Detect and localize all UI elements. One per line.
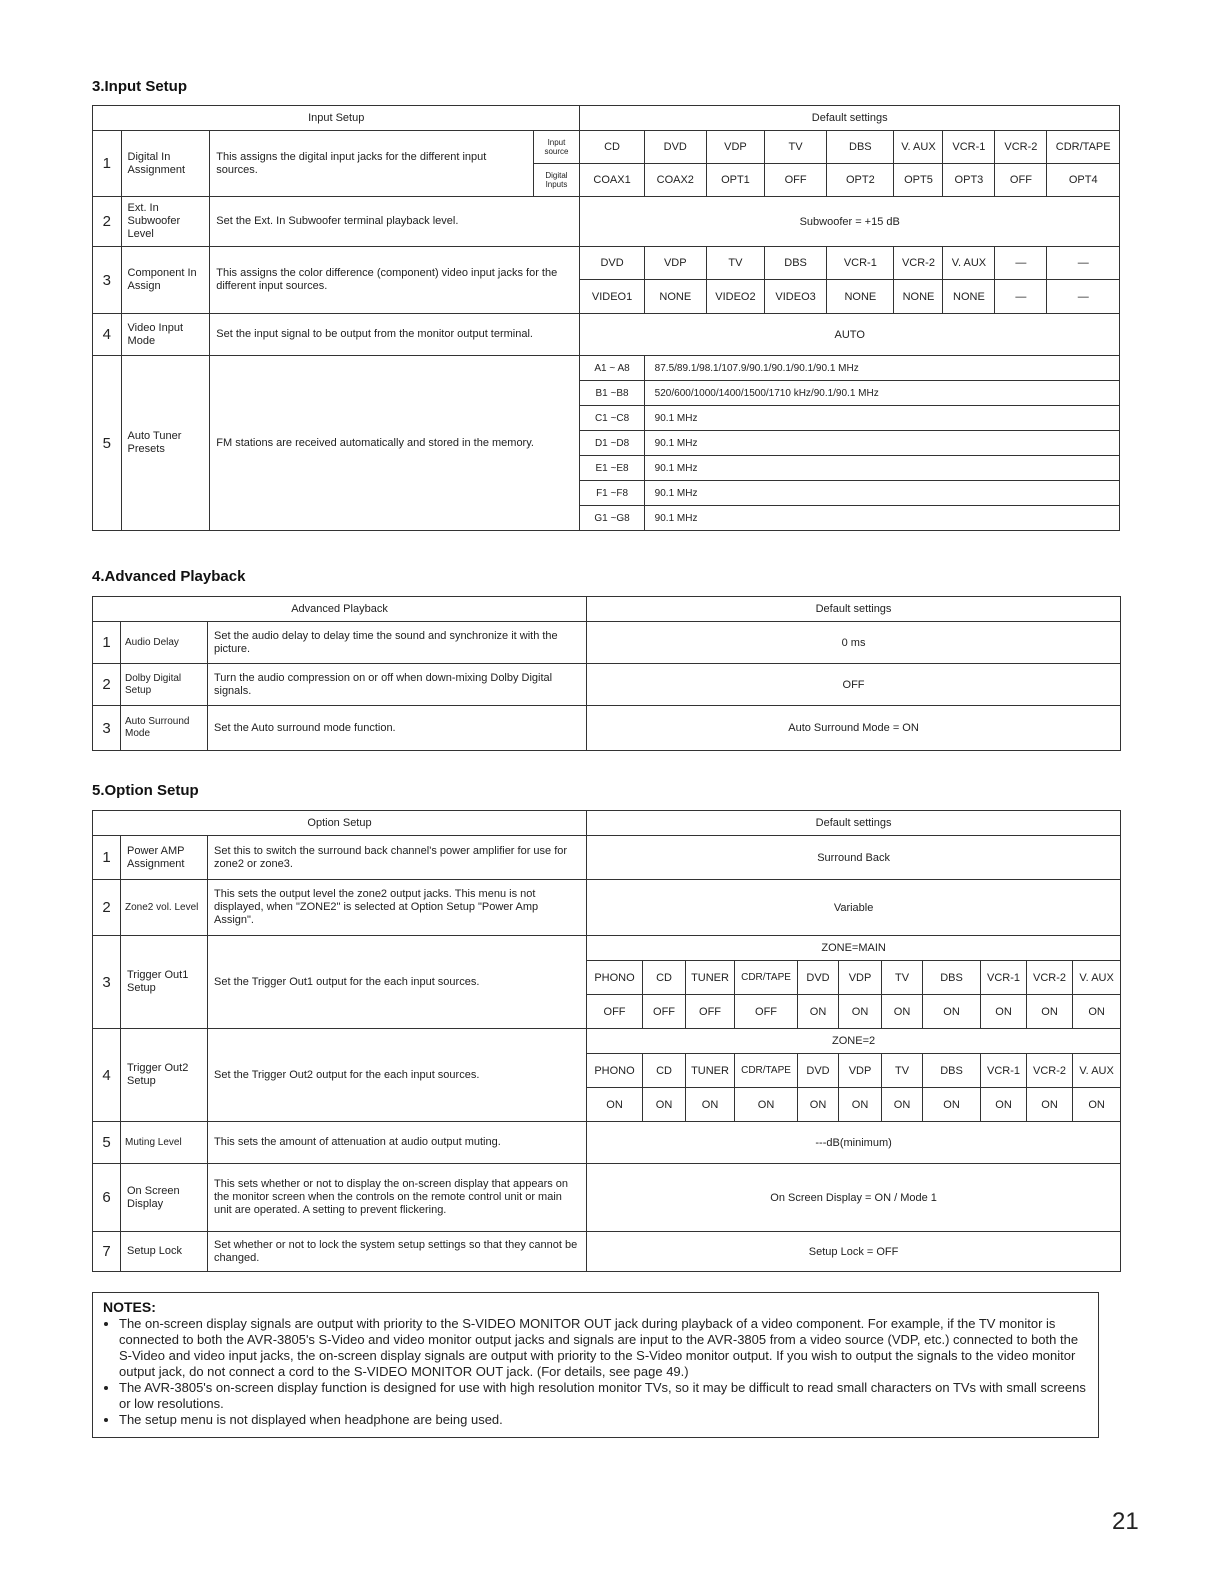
- zone-label: ZONE=MAIN: [587, 936, 1121, 961]
- source-cell: VDP: [839, 961, 882, 995]
- value-cell: OFF: [995, 164, 1047, 197]
- value-cell: ON: [1027, 995, 1073, 1029]
- setting-label: Muting Level: [121, 1122, 208, 1164]
- value-cell: COAX1: [580, 164, 644, 197]
- row-number: 2: [93, 197, 122, 247]
- value-cell: ON: [1027, 1088, 1073, 1122]
- source-cell: TV: [764, 131, 826, 164]
- default-value: 0 ms: [587, 622, 1121, 664]
- setting-description: This assigns the color difference (component) video input jacks for the different input sources.: [210, 247, 580, 314]
- setting-label: Power AMP Assignment: [121, 836, 208, 880]
- row-number: 1: [93, 131, 122, 197]
- source-cell: V. AUX: [943, 247, 995, 280]
- value-cell: OFF: [735, 995, 798, 1029]
- value-cell: OPT2: [827, 164, 894, 197]
- value-cell: OPT4: [1047, 164, 1120, 197]
- source-cell: VDP: [839, 1054, 882, 1088]
- source-cell: DVD: [580, 247, 644, 280]
- preset-value: 90.1 MHz: [644, 406, 1119, 431]
- preset-value: 87.5/89.1/98.1/107.9/90.1/90.1/90.1/90.1 MHz: [644, 356, 1119, 381]
- setting-label: Trigger Out2 Setup: [121, 1029, 208, 1122]
- source-cell: CDR/TAPE: [735, 1054, 798, 1088]
- row-number: 3: [93, 706, 121, 751]
- table-header: Input Setup: [93, 106, 580, 131]
- value-cell: ON: [686, 1088, 735, 1122]
- value-cell: VIDEO3: [764, 280, 826, 314]
- source-cell: —: [1047, 247, 1120, 280]
- preset-value: 90.1 MHz: [644, 481, 1119, 506]
- row-number: 2: [93, 664, 121, 706]
- source-cell: DVD: [798, 961, 839, 995]
- setting-description: Set whether or not to lock the system setup settings so that they cannot be changed.: [208, 1232, 587, 1272]
- source-cell: —: [995, 247, 1047, 280]
- setting-label: Zone2 vol. Level: [121, 880, 208, 936]
- default-value: Setup Lock = OFF: [587, 1232, 1121, 1272]
- source-cell: V. AUX: [1073, 961, 1121, 995]
- preset-range: B1 ~B8: [580, 381, 644, 406]
- note-item: • The AVR-3805's on-screen display function is designed for use with high resolution monitor TVs, so it may be difficult to read small characters on TVs with small screens or low resolutions.: [119, 1380, 1088, 1412]
- notes-title: NOTES:: [103, 1299, 156, 1315]
- source-cell: VDP: [644, 247, 706, 280]
- value-cell: ON: [882, 1088, 923, 1122]
- value-cell: COAX2: [644, 164, 706, 197]
- source-cell: VDP: [706, 131, 764, 164]
- default-value: OFF: [587, 664, 1121, 706]
- source-cell: TV: [706, 247, 764, 280]
- preset-range: E1 ~E8: [580, 456, 644, 481]
- setting-label: Dolby Digital Setup: [121, 664, 208, 706]
- preset-range: D1 ~D8: [580, 431, 644, 456]
- input-setup-table: [92, 105, 1120, 531]
- setting-description: Set this to switch the surround back channel's power amplifier for use for zone2 or zone3.: [208, 836, 587, 880]
- preset-value: 90.1 MHz: [644, 456, 1119, 481]
- row-number: 3: [93, 936, 121, 1029]
- default-value: Surround Back: [587, 836, 1121, 880]
- value-cell: ON: [882, 995, 923, 1029]
- value-cell: ON: [923, 1088, 981, 1122]
- value-cell: ON: [1073, 995, 1121, 1029]
- sublabel-input-source: Input source: [533, 131, 580, 164]
- note-item: • The setup menu is not displayed when headphone are being used.: [119, 1412, 1088, 1428]
- source-cell: DBS: [923, 1054, 981, 1088]
- row-number: 1: [93, 622, 121, 664]
- setting-label: Setup Lock: [121, 1232, 208, 1272]
- default-settings-header: Default settings: [580, 106, 1120, 131]
- notes-box: [92, 1292, 1099, 1438]
- value-cell: ON: [1073, 1088, 1121, 1122]
- value-cell: ON: [735, 1088, 798, 1122]
- value-cell: VIDEO2: [706, 280, 764, 314]
- default-value: Variable: [587, 880, 1121, 936]
- source-cell: VCR-1: [981, 961, 1027, 995]
- value-cell: OPT5: [894, 164, 943, 197]
- source-cell: CD: [643, 961, 686, 995]
- row-number: 7: [93, 1232, 121, 1272]
- table-header: Option Setup: [93, 811, 587, 836]
- source-cell: TUNER: [686, 961, 735, 995]
- setting-description: Turn the audio compression on or off when down-mixing Dolby Digital signals.: [208, 664, 587, 706]
- default-settings-header: Default settings: [587, 597, 1121, 622]
- sublabel-digital-inputs: Digital Inputs: [533, 164, 580, 197]
- setting-description: This assigns the digital input jacks for the different input sources.: [210, 131, 533, 197]
- value-cell: ON: [839, 1088, 882, 1122]
- setting-description: This sets the output level the zone2 output jacks. This menu is not displayed, when "ZONE2" is selected at Option Setup "Power Amp Assign".: [208, 880, 587, 936]
- row-number: 2: [93, 880, 121, 936]
- row-number: 6: [93, 1164, 121, 1232]
- option-setup-table: [92, 810, 1121, 1272]
- source-cell: VCR-2: [1027, 1054, 1073, 1088]
- source-cell: DBS: [923, 961, 981, 995]
- source-cell: VCR-1: [981, 1054, 1027, 1088]
- setting-description: FM stations are received automatically and stored in the memory.: [210, 356, 580, 531]
- setting-label: Trigger Out1 Setup: [121, 936, 208, 1029]
- preset-range: C1 ~C8: [580, 406, 644, 431]
- source-cell: CD: [643, 1054, 686, 1088]
- setting-description: Set the Ext. In Subwoofer terminal playback level.: [210, 197, 580, 247]
- source-cell: DVD: [798, 1054, 839, 1088]
- note-item: • The on-screen display signals are output with priority to the S-VIDEO MONITOR OUT jack during playback of a video component. For example, if the TV monitor is connected to both the AVR-3805's S-Video and video monitor output jacks and signals are input to the AVR-3805 from a video source (VDP, etc.) connected to both the S-Video and video input jacks, the on-screen display signals are output with priority to the S-Video monitor output. If you wish to output the signals to the video monitor output jack, do not connect a cord to the S-VIDEO MONITOR OUT jack. (For details, see page 49.): [119, 1316, 1088, 1380]
- row-number: 4: [93, 1029, 121, 1122]
- section-title-option-setup: 5.Option Setup: [92, 782, 199, 799]
- source-cell: DBS: [764, 247, 826, 280]
- default-value: Auto Surround Mode = ON: [587, 706, 1121, 751]
- preset-range: F1 ~F8: [580, 481, 644, 506]
- setting-label: Auto Tuner Presets: [121, 356, 210, 531]
- value-cell: ON: [798, 995, 839, 1029]
- source-cell: VCR-1: [943, 131, 995, 164]
- preset-value: 90.1 MHz: [644, 506, 1119, 531]
- source-cell: TV: [882, 1054, 923, 1088]
- setting-label: Ext. In Subwoofer Level: [121, 197, 210, 247]
- source-cell: VCR-2: [894, 247, 943, 280]
- setting-description: Set the Auto surround mode function.: [208, 706, 587, 751]
- value-cell: —: [995, 280, 1047, 314]
- preset-range: G1 ~G8: [580, 506, 644, 531]
- row-number: 4: [93, 314, 122, 356]
- value-cell: ON: [587, 1088, 643, 1122]
- row-number: 1: [93, 836, 121, 880]
- setting-description: This sets the amount of attenuation at audio output muting.: [208, 1122, 587, 1164]
- advanced-playback-table: [92, 596, 1121, 751]
- setting-label: Audio Delay: [121, 622, 208, 664]
- setting-description: This sets whether or not to display the on-screen display that appears on the monitor screen when the controls on the remote control unit or main unit are operated. A setting to prevent flickering.: [208, 1164, 587, 1232]
- value-cell: —: [1047, 280, 1120, 314]
- default-value: Subwoofer = +15 dB: [580, 197, 1120, 247]
- value-cell: NONE: [943, 280, 995, 314]
- value-cell: VIDEO1: [580, 280, 644, 314]
- setting-label: Video Input Mode: [121, 314, 210, 356]
- setting-label: Component In Assign: [121, 247, 210, 314]
- source-cell: VCR-2: [995, 131, 1047, 164]
- source-cell: TUNER: [686, 1054, 735, 1088]
- value-cell: OPT1: [706, 164, 764, 197]
- source-cell: TV: [882, 961, 923, 995]
- value-cell: NONE: [827, 280, 894, 314]
- source-cell: DBS: [827, 131, 894, 164]
- source-cell: VCR-1: [827, 247, 894, 280]
- value-cell: OFF: [686, 995, 735, 1029]
- table-header: Advanced Playback: [93, 597, 587, 622]
- value-cell: NONE: [894, 280, 943, 314]
- source-cell: V. AUX: [1073, 1054, 1121, 1088]
- value-cell: OFF: [587, 995, 643, 1029]
- source-cell: CD: [580, 131, 644, 164]
- default-value: On Screen Display = ON / Mode 1: [587, 1164, 1121, 1232]
- source-cell: DVD: [644, 131, 706, 164]
- preset-range: A1 ~ A8: [580, 356, 644, 381]
- preset-value: 520/600/1000/1400/1500/1710 kHz/90.1/90.1 MHz: [644, 381, 1119, 406]
- source-cell: PHONO: [587, 1054, 643, 1088]
- value-cell: ON: [798, 1088, 839, 1122]
- value-cell: OFF: [764, 164, 826, 197]
- setting-description: Set the Trigger Out2 output for the each input sources.: [208, 1029, 587, 1122]
- value-cell: OPT3: [943, 164, 995, 197]
- row-number: 5: [93, 356, 122, 531]
- row-number: 3: [93, 247, 122, 314]
- default-value: ---dB(minimum): [587, 1122, 1121, 1164]
- source-cell: CDR/TAPE: [735, 961, 798, 995]
- zone-label: ZONE=2: [587, 1029, 1121, 1054]
- source-cell: PHONO: [587, 961, 643, 995]
- value-cell: ON: [923, 995, 981, 1029]
- setting-description: Set the Trigger Out1 output for the each input sources.: [208, 936, 587, 1029]
- default-settings-header: Default settings: [587, 811, 1121, 836]
- page-number: 21: [1112, 1508, 1139, 1535]
- row-number: 5: [93, 1122, 121, 1164]
- setting-label: Digital In Assignment: [121, 131, 210, 197]
- value-cell: NONE: [644, 280, 706, 314]
- value-cell: ON: [839, 995, 882, 1029]
- value-cell: ON: [643, 1088, 686, 1122]
- source-cell: VCR-2: [1027, 961, 1073, 995]
- setting-description: Set the audio delay to delay time the sound and synchronize it with the picture.: [208, 622, 587, 664]
- setting-description: Set the input signal to be output from the monitor output terminal.: [210, 314, 580, 356]
- section-title-advanced-playback: 4.Advanced Playback: [92, 568, 246, 585]
- default-value: AUTO: [580, 314, 1120, 356]
- section-title-input-setup: 3.Input Setup: [92, 78, 187, 95]
- value-cell: ON: [981, 995, 1027, 1029]
- value-cell: OFF: [643, 995, 686, 1029]
- value-cell: ON: [981, 1088, 1027, 1122]
- setting-label: On Screen Display: [121, 1164, 208, 1232]
- notes-list: [103, 1316, 1088, 1428]
- source-cell: V. AUX: [894, 131, 943, 164]
- setting-label: Auto Surround Mode: [121, 706, 208, 751]
- preset-value: 90.1 MHz: [644, 431, 1119, 456]
- source-cell: CDR/TAPE: [1047, 131, 1120, 164]
